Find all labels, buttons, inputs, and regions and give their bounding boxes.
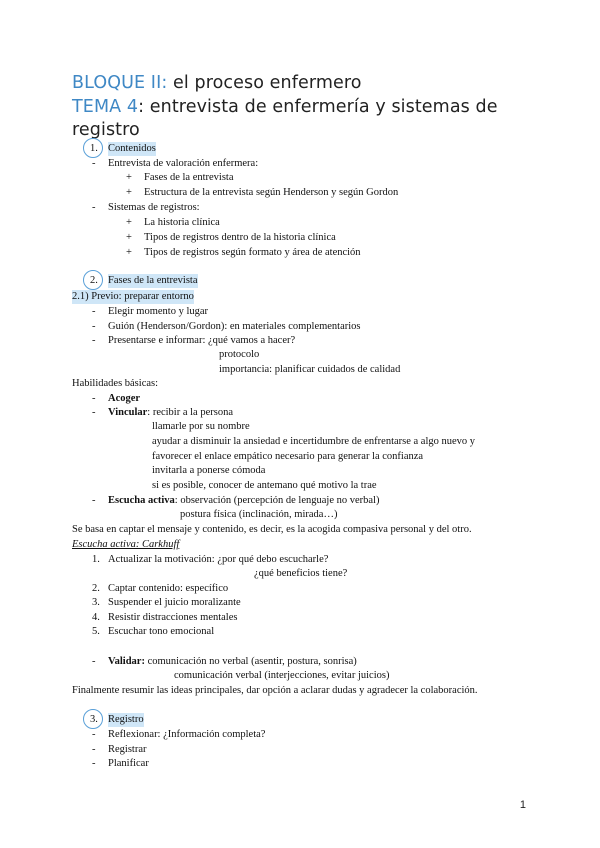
numbered-1-sub: ¿qué beneficios tiene? bbox=[254, 568, 348, 579]
bullet-dash: - bbox=[92, 393, 96, 404]
contenidos-item-2: Sistemas de registros: bbox=[108, 202, 200, 213]
contenidos-item-2-sub-1: La historia clínica bbox=[144, 217, 220, 228]
bullet-plus: + bbox=[126, 247, 132, 258]
finalmente-text: Finalmente resumir las ideas principales, dar opción a aclarar dudas y agradecer la colaboración. bbox=[72, 685, 478, 696]
vincular-text: : recibir a la persona bbox=[147, 407, 233, 418]
title-line-3: registro bbox=[72, 120, 140, 140]
section-2-title: Fases de la entrevista bbox=[108, 275, 198, 286]
vincular-sub-5: si es posible, conocer de antemano qué motivo la trae bbox=[152, 480, 377, 491]
title-line-1 bbox=[72, 72, 362, 94]
registro-item-1: Reflexionar: ¿Información completa? bbox=[108, 729, 266, 740]
escucha-line bbox=[108, 494, 379, 508]
bullet-plus: + bbox=[126, 232, 132, 243]
numbered-4-text: Resistir distracciones mentales bbox=[108, 612, 238, 623]
registro-item-3: Planificar bbox=[108, 758, 149, 769]
registro-item-2: Registrar bbox=[108, 744, 147, 755]
vincular-sub-2: ayudar a disminuir la ansiedad e incertidumbre de enfrentarse a algo nuevo y bbox=[152, 436, 476, 447]
vincular-label: Vincular bbox=[108, 407, 148, 418]
bullet-dash: - bbox=[92, 321, 96, 332]
acoger-label: Acoger bbox=[108, 393, 141, 404]
previo-item-2: Guión (Henderson/Gordon): en materiales complementarios bbox=[108, 321, 361, 332]
validar-sub: comunicación verbal (interjecciones, evitar juicios) bbox=[174, 670, 390, 681]
numbered-5: 5. bbox=[92, 626, 100, 637]
carkhuff-heading: Escucha activa: Carkhuff bbox=[72, 539, 180, 550]
numbered-2-text: Captar contenido: específico bbox=[108, 583, 229, 594]
vincular-sub-3: favorecer el enlace empático necesario para generar la confianza bbox=[152, 451, 424, 462]
bullet-dash: - bbox=[92, 744, 96, 755]
previo-item-3-protocolo: protocolo bbox=[219, 349, 260, 360]
section-1-title: Contenidos bbox=[108, 143, 156, 154]
previo-heading: 2.1) Previo: preparar entorno bbox=[72, 291, 194, 302]
escucha-label: Escucha activa bbox=[108, 495, 175, 506]
validar-text: comunicación no verbal (asentir, postura, sonrisa) bbox=[144, 656, 357, 667]
vincular-sub-4: invitarla a ponerse cómoda bbox=[152, 465, 266, 476]
bullet-plus: + bbox=[126, 187, 132, 198]
numbered-1-text: Actualizar la motivación: ¿por qué debo escucharle? bbox=[108, 554, 329, 565]
vincular-sub-1: llamarle por su nombre bbox=[152, 421, 250, 432]
bullet-dash: - bbox=[92, 407, 96, 418]
section-2-number: 2. bbox=[90, 275, 98, 286]
bullet-dash: - bbox=[92, 158, 96, 169]
page-number: 1 bbox=[519, 799, 526, 811]
numbered-5-text: Escuchar tono emocional bbox=[108, 626, 215, 637]
section-3-title: Registro bbox=[108, 714, 144, 725]
vincular-line bbox=[108, 406, 233, 420]
contenidos-item-2-sub-3: Tipos de registros según formato y área de atención bbox=[144, 247, 361, 258]
bullet-dash: - bbox=[92, 656, 96, 667]
escucha-sub: postura física (inclinación, mirada…) bbox=[180, 509, 338, 520]
bloque-title: el proceso enfermero bbox=[167, 73, 362, 93]
validar-line bbox=[108, 655, 357, 669]
section-3-number: 3. bbox=[90, 714, 98, 725]
bullet-dash: - bbox=[92, 306, 96, 317]
bullet-dash: - bbox=[92, 729, 96, 740]
validar-label: Validar: bbox=[108, 656, 145, 667]
numbered-3: 3. bbox=[92, 597, 100, 608]
previo-item-3: Presentarse e informar: ¿qué vamos a hacer? bbox=[108, 335, 296, 346]
tema-title: : entrevista de enfermería y sistemas de bbox=[138, 97, 498, 117]
contenidos-item-1: Entrevista de valoración enfermera: bbox=[108, 158, 259, 169]
se-basa-text: Se basa en captar el mensaje y contenido, es decir, es la acogida compasiva personal y del otro. bbox=[72, 524, 472, 535]
bullet-dash: - bbox=[92, 202, 96, 213]
habilidades-heading: Habilidades básicas: bbox=[72, 378, 159, 389]
contenidos-item-1-sub-1: Fases de la entrevista bbox=[144, 172, 234, 183]
bullet-plus: + bbox=[126, 172, 132, 183]
numbered-4: 4. bbox=[92, 612, 100, 623]
numbered-3-text: Suspender el juicio moralizante bbox=[108, 597, 241, 608]
bullet-dash: - bbox=[92, 335, 96, 346]
contenidos-item-1-sub-2: Estructura de la entrevista según Henderson y según Gordon bbox=[144, 187, 399, 198]
bullet-plus: + bbox=[126, 217, 132, 228]
section-1-number: 1. bbox=[90, 143, 98, 154]
escucha-text: : observación (percepción de lenguaje no verbal) bbox=[174, 495, 380, 506]
title-line-2 bbox=[72, 96, 498, 118]
contenidos-item-2-sub-2: Tipos de registros dentro de la historia clínica bbox=[144, 232, 336, 243]
previo-item-3-importancia: importancia: planificar cuidados de calidad bbox=[219, 364, 401, 375]
bloque-label: BLOQUE II: bbox=[72, 73, 168, 93]
tema-label: TEMA 4 bbox=[72, 97, 139, 117]
numbered-1: 1. bbox=[92, 554, 100, 565]
previo-item-1: Elegir momento y lugar bbox=[108, 306, 209, 317]
bullet-dash: - bbox=[92, 758, 96, 769]
bullet-dash: - bbox=[92, 495, 96, 506]
numbered-2: 2. bbox=[92, 583, 100, 594]
